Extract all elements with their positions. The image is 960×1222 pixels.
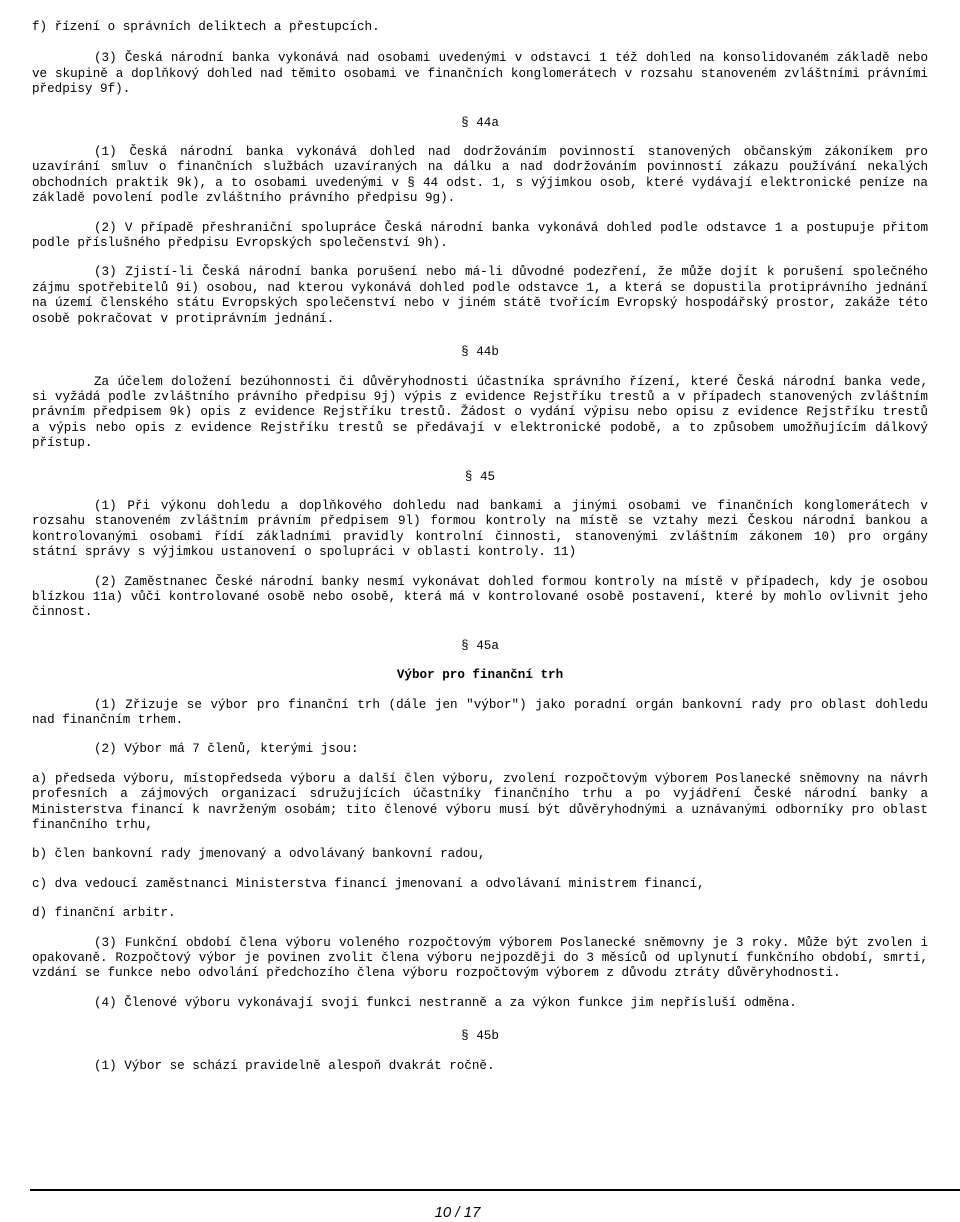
list-item-45a-c: c) dva vedoucí zaměstnanci Ministerstva financí jmenovaní a odvolávaní ministrem financí, (32, 876, 705, 891)
paragraph-44a-3: (3) Zjistí-li Česká národní banka porušení nebo má-li důvodné podezření, že může dojít k porušení společného zájmu spotřebitelů 9i) osobou, nad kterou vykonává dohled podle odstavce 1, a která se dopustila protiprávního jednání na území členského státu Evropských společenství nebo v jiném státě tvořícím Evropský hospodářský prostor, zakáže této osobě pokračovat v protiprávním jednání. (32, 265, 928, 326)
section-heading-45b: § 45b (461, 1029, 499, 1044)
paragraph-45a-2: (2) Výbor má 7 členů, kterými jsou: (94, 742, 359, 757)
list-item-45a-b: b) člen bankovní rady jmenovaný a odvolávaný bankovní radou, (32, 847, 486, 862)
paragraph-45b-1: (1) Výbor se schází pravidelně alespoň dvakrát ročně. (94, 1058, 495, 1073)
section-heading-45: § 45 (464, 469, 496, 484)
paragraph-f: f) řízení o správních deliktech a přestupcích. (32, 20, 380, 34)
paragraph-45-2: (2) Zaměstnanec České národní banky nesmí vykonávat dohled formou kontroly na místě v případech, kdy je osobou blízkou 11a) vůči kontrolované osobě nebo osobě, která má v kontrolované osobě postavení, které by mohlo ovlivnit jeho činnost. (32, 574, 928, 620)
page-number: 10 / 17 (434, 1204, 481, 1221)
section-heading-45a: § 45a (461, 638, 499, 653)
paragraph-44-3: (3) Česká národní banka vykonává nad osobami uvedenými v odstavci 1 též dohled na konsolidovaném základě nebo ve skupině a doplňkový dohled nad těmito osobami ve finančních konglomerátech v rozsahu stanoveném zvláštními právními předpisy 9f). (32, 51, 928, 97)
list-item-45a-d: d) finanční arbitr. (32, 906, 176, 921)
paragraph-45-1: (1) Při výkonu dohledu a doplňkového dohledu nad bankami a jinými osobami ve finančních konglomerátech v rozsahu stanoveném zvláštním právním předpisem 9l) formou kontroly na místě se vztahy mezi Českou národní bankou a kontrolovanými osobami řídí základními pravidly kontrolní činnosti, stanovenými zvláštním zákonem 10) pro orgány státní správy s výjimkou ustanovení o spolupráci v oblasti kontroly. 11) (32, 498, 928, 560)
document-body (32, 20, 928, 1074)
footer-divider (30, 1189, 960, 1191)
paragraph-45a-1: (1) Zřizuje se výbor pro finanční trh (dále jen "výbor") jako poradní orgán bankovní rady pro oblast dohledu nad finančním trhem. (32, 697, 928, 727)
section-title-45a: Výbor pro finanční trh (396, 668, 564, 683)
list-item-45a-a: a) předseda výboru, místopředseda výboru a další člen výboru, zvolení rozpočtovým výborem Poslanecké sněmovny na návrh profesních a zájmových organizací sdružujících účastníky finančního trhu a po vyjádření České národní banky a Ministerstva financí k navrženým osobám; tito členové výboru musí být důvěryhodnými a uznávanými odborníky pro oblast finančního trhu, (32, 771, 928, 833)
paragraph-45a-3: (3) Funkční období člena výboru voleného rozpočtovým výborem Poslanecké sněmovny je 3 roky. Může být zvolen i opakovaně. Rozpočtový výbor je povinen zvolit člena výboru nejpozději do 3 měsíců od uplynutí funkčního období, smrti, vzdání se funkce nebo odvolání předchozího člena výboru rozpočtovým výborem z důvodu ztráty důvěryhodnosti. (32, 935, 928, 981)
paragraph-45a-4: (4) Členové výboru vykonávají svoji funkci nestranně a za výkon funkce jim nepřísluší odměna. (94, 995, 797, 1010)
paragraph-44a-1: (1) Česká národní banka vykonává dohled nad dodržováním povinností stanovených občanským zákoníkem pro uzavírání smluv o finančních službách uzavíraných na dálku a nad dodržováním povinností zákazu používání nekalých obchodních praktik 9k), a to osobami uvedenými v § 44 odst. 1, s výjimkou osob, které vydávají elektronické peníze na základě povolení podle zvláštního právního předpisu 9g). (32, 145, 928, 206)
paragraph-44b: Za účelem doložení bezúhonnosti či důvěryhodnosti účastníka správního řízení, které Česká národní banka vede, si vyžádá podle zvláštního právního předpisu 9j) výpis z evidence Rejstříku trestů a v případech stanovených zvláštním právním předpisem 9k) opis z evidence Rejstříku trestů. Žádost o vydání výpisu nebo opisu z evidence Rejstříku trestů a výpis nebo opis z evidence Rejstříku trestů se předávají v elektronické podobě, a to způsobem umožňujícím dálkový přístup. (32, 374, 928, 451)
section-heading-44b: § 44b (461, 345, 499, 360)
paragraph-44a-2: (2) V případě přeshraniční spolupráce Česká národní banka vykonává dohled podle odstavce 1 a postupuje přitom podle příslušného předpisu Evropských společenství 9h). (32, 220, 928, 251)
section-heading-44a: § 44a (461, 115, 499, 130)
